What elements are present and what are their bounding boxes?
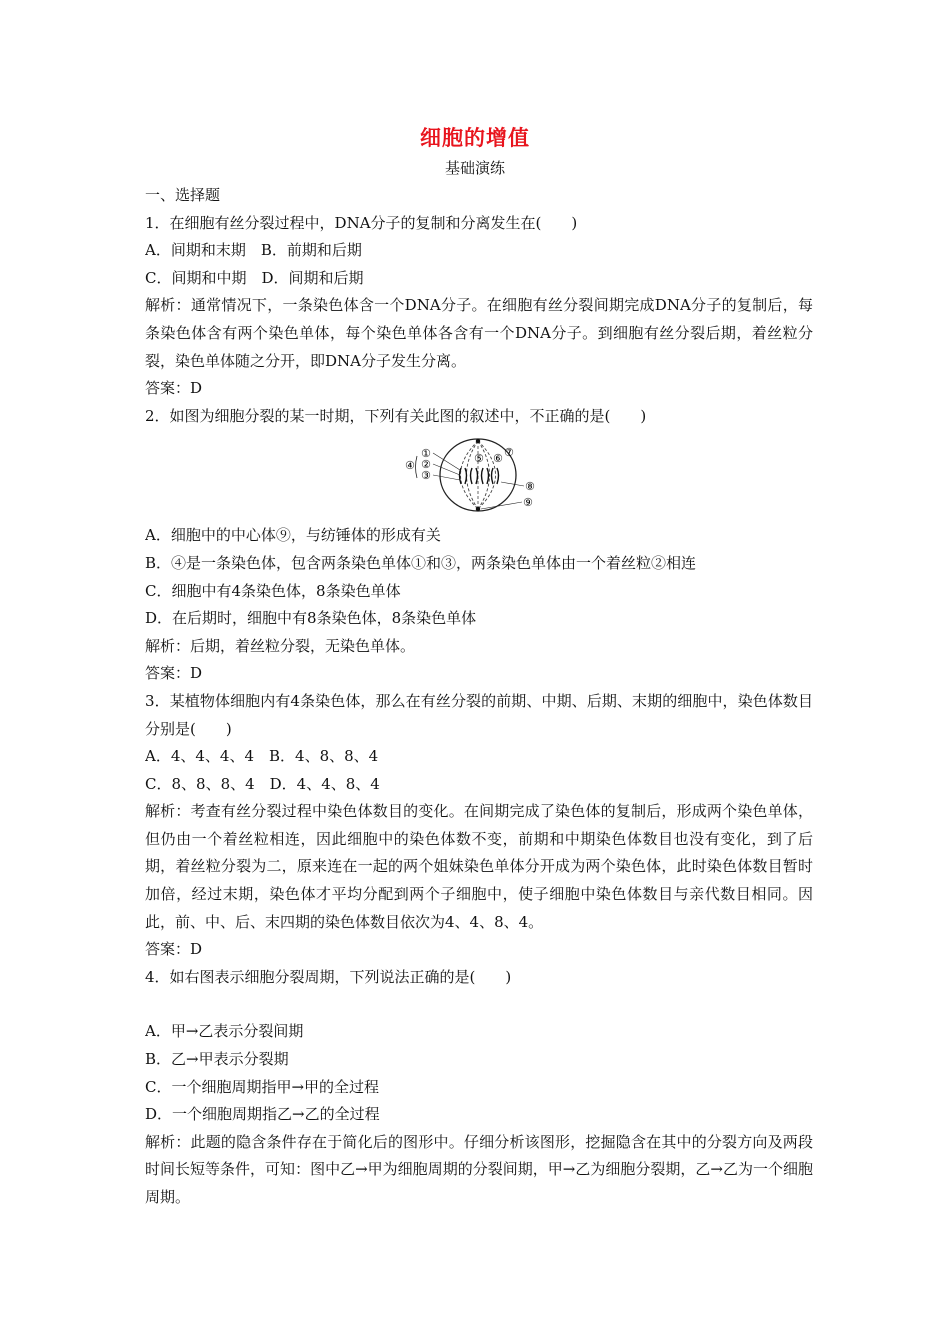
q4-stem: 4．如右图表示细胞分裂周期，下列说法正确的是( ) — [145, 967, 512, 986]
q3-stem: 3．某植物体细胞内有4条染色体，那么在有丝分裂的前期、中期、后期、末期的细胞中，染色体数目分别是( ) — [145, 691, 813, 738]
mitosis-cell-diagram — [403, 432, 553, 518]
q3-options-cd: C．8、8、8、4 D．4、4、8、4 — [145, 774, 380, 793]
q1-options-ab: A．间期和末期 B．前期和后期 — [145, 241, 362, 260]
q2-option-a: A．细胞中的中心体⑨，与纺锤体的形成有关 — [145, 526, 441, 545]
page-title: 细胞的增值 — [420, 125, 530, 150]
label-7: ⑦ — [504, 446, 514, 460]
q4-option-d: D．一个细胞周期指乙→乙的全过程 — [145, 1105, 380, 1124]
q4-figure-space — [145, 991, 813, 1018]
q4-analysis: 解析：此题的隐含条件存在于简化后的图形中。仔细分析该图形，挖掘隐含在其中的分裂方向及两段时间长短等条件，可知：图中乙→甲为细胞周期的分裂间期，甲→乙为细胞分裂期，乙→乙为一个细胞周期。 — [145, 1132, 813, 1206]
label-4: ④ — [405, 459, 415, 473]
document-body — [145, 182, 813, 1212]
label-2: ② — [421, 458, 431, 472]
page-subtitle: 基础演练 — [444, 159, 505, 177]
label-5: ⑤ — [474, 452, 484, 466]
label-3: ③ — [421, 469, 431, 483]
q4-option-b: B．乙→甲表示分裂期 — [145, 1050, 289, 1069]
q1-answer: 答案：D — [145, 379, 203, 398]
q2-option-d: D．在后期时，细胞中有8条染色体，8条染色单体 — [145, 609, 477, 628]
q2-stem: 2．如图为细胞分裂的某一时期，下列有关此图的叙述中，不正确的是( ) — [145, 406, 647, 425]
q3-answer: 答案：D — [145, 940, 203, 959]
q4-option-a: A．甲→乙表示分裂间期 — [145, 1022, 304, 1041]
label-6: ⑥ — [493, 452, 503, 466]
q3-analysis: 解析：考查有丝分裂过程中染色体数目的变化。在间期完成了染色体的复制后，形成两个染色单体，但仍由一个着丝粒相连，因此细胞中的染色体数不变，前期和中期染色体数目也没有变化，到了后期，着丝粒分裂为二，原来连在一起的两个姐妹染色单体分开成为两个染色体，此时染色体数目暂时加倍，经过末期，染色体才平均分配到两个子细胞中，使子细胞中染色体数目与亲代数目相同。因此，前、中、后、末四期的染色体数目依次为4、4、8、4。 — [145, 802, 813, 931]
label-1: ① — [421, 447, 431, 461]
q1-stem: 1．在细胞有丝分裂过程中，DNA分子的复制和分离发生在( ) — [145, 213, 578, 232]
section-heading: 一、选择题 — [145, 186, 221, 204]
q2-option-b: B．④是一条染色体，包含两条染色单体①和③，两条染色单体由一个着丝粒②相连 — [145, 553, 697, 572]
q2-answer: 答案：D — [145, 664, 203, 683]
label-8: ⑧ — [525, 480, 535, 494]
q2-analysis: 解析：后期，着丝粒分裂，无染色单体。 — [145, 636, 416, 655]
q1-options-cd: C．间期和中期 D．间期和后期 — [145, 268, 364, 287]
label-9: ⑨ — [523, 496, 533, 510]
q4-option-c: C．一个细胞周期指甲→甲的全过程 — [145, 1077, 380, 1096]
q3-options-ab: A．4、4、4、4 B．4、8、8、4 — [145, 747, 379, 766]
cell-division-figure — [145, 430, 813, 522]
q2-option-c: C．细胞中有4条染色体，8条染色单体 — [145, 581, 401, 600]
q1-analysis: 解析：通常情况下，一条染色体含一个DNA分子。在细胞有丝分裂间期完成DNA分子的复制后，每条染色体含有两个染色单体，每个染色单体各含有一个DNA分子。到细胞有丝分裂后期，着丝粒分裂，染色单体随之分开，即DNA分子发生分离。 — [145, 296, 813, 370]
